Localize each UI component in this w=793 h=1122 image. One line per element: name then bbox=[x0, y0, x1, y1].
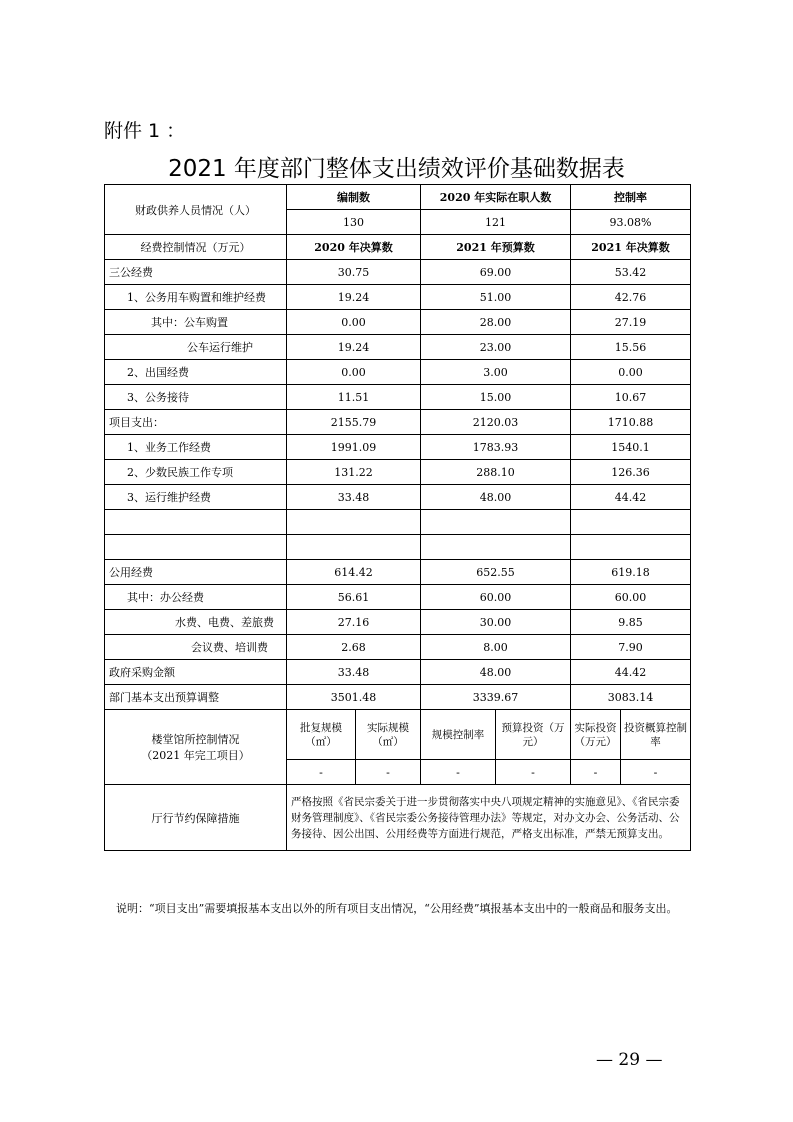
building-header-investment-rate: 投资概算控制率 bbox=[621, 710, 691, 760]
building-value: - bbox=[421, 760, 496, 785]
staff-header-authorized: 编制数 bbox=[287, 185, 421, 210]
cell-value: 19.24 bbox=[287, 285, 421, 310]
cell-value: 56.61 bbox=[287, 585, 421, 610]
cell-value: 23.00 bbox=[421, 335, 571, 360]
row-label bbox=[105, 510, 287, 535]
footnote: 说明：“项目支出”需要填报基本支出以外的所有项目支出情况，“公用经费”填报基本支出中的一般商品和服务支出。 bbox=[116, 902, 678, 915]
cell-value: 1540.1 bbox=[571, 435, 691, 460]
table-row bbox=[105, 585, 691, 610]
table-row bbox=[105, 535, 691, 560]
table-row bbox=[105, 510, 691, 535]
measures-text: 严格按照《省民宗委关于进一步贯彻落实中央八项规定精神的实施意见》、《省民宗委财务管理制度》、《省民宗委公务接待管理办法》等规定，对办文办会、公务活动、公务接待、因公出国、公用经费等方面进行规范，严格支出标准，严禁无预算支出。 bbox=[287, 785, 691, 851]
row-label: 其中：办公经费 bbox=[105, 585, 287, 610]
table-row bbox=[105, 410, 691, 435]
cell-value: 30.00 bbox=[421, 610, 571, 635]
cell-value: 19.24 bbox=[287, 335, 421, 360]
cell-value: 126.36 bbox=[571, 460, 691, 485]
cell-value: 3083.14 bbox=[571, 685, 691, 710]
cell-value bbox=[571, 535, 691, 560]
row-label: 3、公务接待 bbox=[105, 385, 287, 410]
cell-value: 69.00 bbox=[421, 260, 571, 285]
cell-value: 10.67 bbox=[571, 385, 691, 410]
row-label: 2、出国经费 bbox=[105, 360, 287, 385]
cell-value: 48.00 bbox=[421, 660, 571, 685]
building-value: - bbox=[496, 760, 571, 785]
cell-value: 0.00 bbox=[287, 310, 421, 335]
building-value: - bbox=[287, 760, 356, 785]
cell-value: 8.00 bbox=[421, 635, 571, 660]
funding-header-row bbox=[105, 235, 691, 260]
cell-value: 652.55 bbox=[421, 560, 571, 585]
cell-value: 3.00 bbox=[421, 360, 571, 385]
building-header-scale-rate: 规模控制率 bbox=[421, 710, 496, 760]
cell-value: 2120.03 bbox=[421, 410, 571, 435]
cell-value: 0.00 bbox=[287, 360, 421, 385]
building-label-line2: （2021 年完工项目） bbox=[141, 749, 250, 762]
cell-value: 9.85 bbox=[571, 610, 691, 635]
row-label: 公车运行维护 bbox=[105, 335, 287, 360]
funding-header-2021-final: 2021 年决算数 bbox=[571, 235, 691, 260]
building-label-line1: 楼堂馆所控制情况 bbox=[151, 733, 240, 746]
cell-value: 44.42 bbox=[571, 485, 691, 510]
row-label: 政府采购金额 bbox=[105, 660, 287, 685]
table-row bbox=[105, 360, 691, 385]
attachment-label: 附件 1 ： bbox=[104, 120, 186, 142]
cell-value: 15.56 bbox=[571, 335, 691, 360]
staff-header-rate: 控制率 bbox=[571, 185, 691, 210]
cell-value: 48.00 bbox=[421, 485, 571, 510]
funding-header-2021-budget: 2021 年预算数 bbox=[421, 235, 571, 260]
cell-value bbox=[287, 535, 421, 560]
cell-value: 60.00 bbox=[571, 585, 691, 610]
table-row bbox=[105, 435, 691, 460]
cell-value: 11.51 bbox=[287, 385, 421, 410]
cell-value: 27.16 bbox=[287, 610, 421, 635]
table-row bbox=[105, 610, 691, 635]
row-label: 水费、电费、差旅费 bbox=[105, 610, 287, 635]
row-label: 其中：公车购置 bbox=[105, 310, 287, 335]
cell-value bbox=[421, 535, 571, 560]
cell-value: 53.42 bbox=[571, 260, 691, 285]
cell-value: 27.19 bbox=[571, 310, 691, 335]
table-row bbox=[105, 485, 691, 510]
cell-value: 7.90 bbox=[571, 635, 691, 660]
cell-value: 288.10 bbox=[421, 460, 571, 485]
cell-value: 3339.67 bbox=[421, 685, 571, 710]
cell-value: 3501.48 bbox=[287, 685, 421, 710]
cell-value: 2.68 bbox=[287, 635, 421, 660]
cell-value: 15.00 bbox=[421, 385, 571, 410]
cell-value: 33.48 bbox=[287, 485, 421, 510]
table-row bbox=[105, 335, 691, 360]
table-row bbox=[105, 285, 691, 310]
row-label: 1、公务用车购置和维护经费 bbox=[105, 285, 287, 310]
funding-header-2020-final: 2020 年决算数 bbox=[287, 235, 421, 260]
cell-value bbox=[421, 510, 571, 535]
staff-header-actual: 2020 年实际在职人数 bbox=[421, 185, 571, 210]
building-header-row bbox=[105, 710, 691, 760]
building-header-actual-investment: 实际投资（万元） bbox=[571, 710, 621, 760]
staff-value-rate: 93.08% bbox=[571, 210, 691, 235]
cell-value: 614.42 bbox=[287, 560, 421, 585]
table-row bbox=[105, 260, 691, 285]
row-label: 1、业务工作经费 bbox=[105, 435, 287, 460]
table-row bbox=[105, 685, 691, 710]
cell-value: 2155.79 bbox=[287, 410, 421, 435]
building-header-budget-investment: 预算投资（万元） bbox=[496, 710, 571, 760]
building-label bbox=[105, 710, 287, 785]
row-label: 2、少数民族工作专项 bbox=[105, 460, 287, 485]
measures-label: 厅行节约保障措施 bbox=[105, 785, 287, 851]
funding-label: 经费控制情况（万元） bbox=[105, 235, 287, 260]
table-row bbox=[105, 560, 691, 585]
row-label bbox=[105, 535, 287, 560]
row-label: 3、运行维护经费 bbox=[105, 485, 287, 510]
staff-label: 财政供养人员情况（人） bbox=[105, 185, 287, 235]
cell-value: 42.76 bbox=[571, 285, 691, 310]
cell-value bbox=[571, 510, 691, 535]
row-label: 三公经费 bbox=[105, 260, 287, 285]
table-row bbox=[105, 310, 691, 335]
page-number: — 29 — bbox=[596, 1050, 663, 1070]
data-table bbox=[104, 184, 691, 851]
cell-value: 28.00 bbox=[421, 310, 571, 335]
row-label: 会议费、培训费 bbox=[105, 635, 287, 660]
cell-value: 60.00 bbox=[421, 585, 571, 610]
building-header-actual-scale: 实际规模（㎡） bbox=[356, 710, 421, 760]
table-row bbox=[105, 635, 691, 660]
building-value: - bbox=[621, 760, 691, 785]
staff-value-actual: 121 bbox=[421, 210, 571, 235]
cell-value: 131.22 bbox=[287, 460, 421, 485]
table-row bbox=[105, 460, 691, 485]
cell-value: 1710.88 bbox=[571, 410, 691, 435]
row-label: 部门基本支出预算调整 bbox=[105, 685, 287, 710]
cell-value: 619.18 bbox=[571, 560, 691, 585]
page-title: 2021 年度部门整体支出绩效评价基础数据表 bbox=[168, 156, 625, 182]
row-label: 项目支出： bbox=[105, 410, 287, 435]
building-value: - bbox=[356, 760, 421, 785]
building-header-approved-scale: 批复规模（㎡） bbox=[287, 710, 356, 760]
table-row bbox=[105, 385, 691, 410]
table-row bbox=[105, 660, 691, 685]
cell-value: 44.42 bbox=[571, 660, 691, 685]
cell-value: 51.00 bbox=[421, 285, 571, 310]
measures-row bbox=[105, 785, 691, 851]
building-value: - bbox=[571, 760, 621, 785]
cell-value: 30.75 bbox=[287, 260, 421, 285]
cell-value: 1783.93 bbox=[421, 435, 571, 460]
staff-header-row bbox=[105, 185, 691, 210]
staff-value-authorized: 130 bbox=[287, 210, 421, 235]
cell-value: 33.48 bbox=[287, 660, 421, 685]
cell-value: 1991.09 bbox=[287, 435, 421, 460]
cell-value: 0.00 bbox=[571, 360, 691, 385]
row-label: 公用经费 bbox=[105, 560, 287, 585]
cell-value bbox=[287, 510, 421, 535]
